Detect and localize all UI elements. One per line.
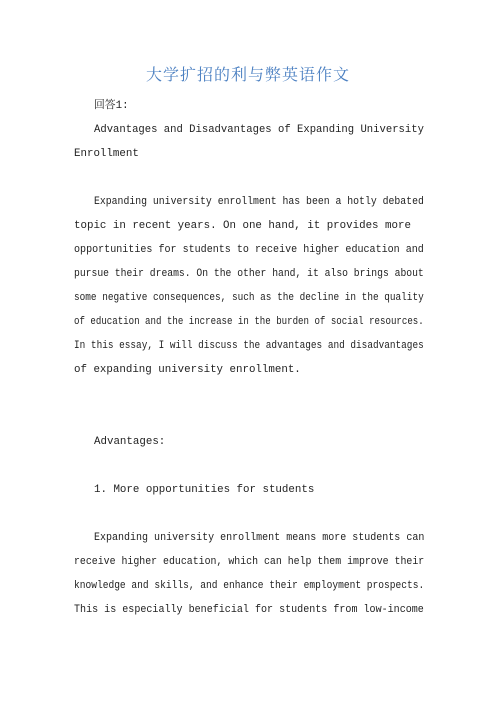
intro-line: topic in recent years. On one hand, it provides more	[74, 220, 411, 232]
answer-label: 回答1:	[94, 100, 129, 112]
point1-line: This is especially beneficial for students from low-income	[74, 604, 424, 616]
essay-title-line: Advantages and Disadvantages of Expanding University	[94, 124, 424, 136]
intro-line: pursue their dreams. On the other hand, it also brings about	[74, 268, 424, 280]
document-title: 大学扩招的利与弊英语作文	[145, 65, 350, 84]
intro-line: opportunities for students to receive higher education and	[74, 244, 424, 256]
point-heading: 1. More opportunities for students	[94, 484, 315, 496]
intro-line: In this essay, I will discuss the advantages and disadvantages	[74, 340, 424, 352]
point1-line: knowledge and skills, and enhance their employment prospects.	[74, 580, 425, 592]
intro-line: Expanding university enrollment has been a hotly debated	[94, 196, 424, 208]
intro-line: some negative consequences, such as the decline in the quality	[74, 292, 424, 304]
point1-line: Expanding university enrollment means more students can	[94, 532, 425, 544]
intro-line: of expanding university enrollment.	[74, 364, 301, 376]
advantages-heading: Advantages:	[94, 436, 166, 448]
intro-line: of education and the increase in the burden of social resources.	[74, 316, 424, 328]
essay-title-line: Enrollment	[74, 148, 139, 160]
point1-line: receive higher education, which can help them improve their	[74, 556, 425, 568]
